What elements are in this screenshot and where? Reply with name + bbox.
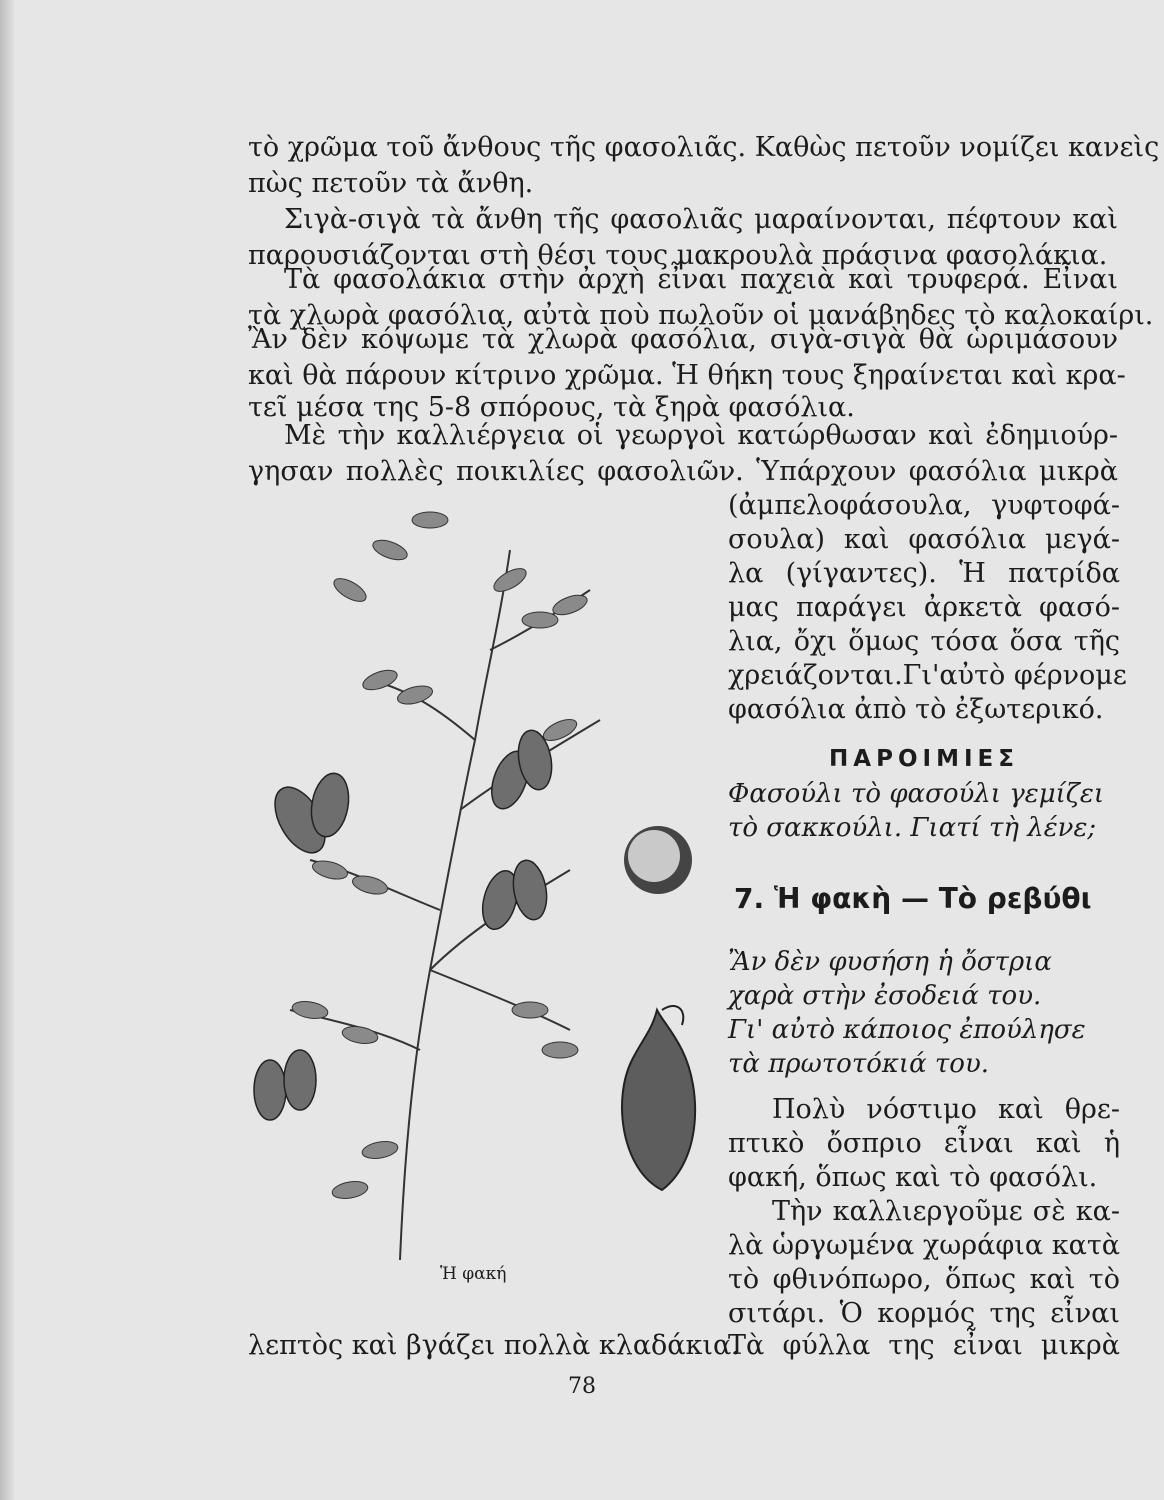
right-line-3: λα (γίγαντες). Ἡ πατρίδα	[728, 558, 1120, 589]
lentil-line-1: Πολὺ νόστιμο καὶ θρε-	[772, 1094, 1120, 1125]
right-line-6: χρειάζονται.Γι'αὐτὸ φέρνομε	[728, 660, 1127, 691]
lentil-line-4: Τὴν καλλιεργοῦμε σὲ κα-	[772, 1196, 1120, 1227]
lentil-line-5: λὰ ὡργωμένα χωράφια κατὰ	[728, 1230, 1120, 1261]
body-line-11: γησαν πολλὲς ποικιλίες φασολιῶν. Ὑπάρχουν φασόλια μικρὰ	[248, 456, 1118, 487]
right-line-1: (ἀμπελοφάσουλα, γυφτοφά-	[728, 490, 1120, 521]
right-line-2: σουλα) καὶ φασόλια μεγά-	[728, 524, 1120, 555]
body-line-5: Τὰ φασολάκια στὴν ἀρχὴ εἶναι παχειὰ καὶ τρυφερά. Εἶναι	[284, 264, 1118, 295]
page-number: 78	[568, 1374, 596, 1399]
right-line-7: φασόλια ἀπὸ τὸ ἐξωτερικό.	[728, 694, 1104, 725]
verse-line-1: Ἂν δὲν φυσήση ἡ ὄστρια	[728, 947, 1052, 977]
body-line-1: τὸ χρῶμα τοῦ ἄνθους τῆς φασολιᾶς. Καθὼς πετοῦν νομίζει κανεὶς	[248, 132, 1160, 163]
body-line-7: Ἂν δὲν κόψωμε τὰ χλωρὰ φασόλια, σιγὰ-σιγὰ θὰ ὡριμάσουν	[248, 324, 1118, 355]
proverbs-heading: ΠΑΡΟΙΜΙΕΣ	[829, 746, 1019, 772]
proverb-line-1: Φασούλι τὸ φασούλι γεμίζει	[728, 779, 1105, 809]
verse-line-2: χαρὰ στὴν ἐσοδειά του.	[728, 981, 1042, 1011]
right-line-5: λια, ὄχι ὅμως τόσα ὅσα τῆς	[728, 626, 1120, 657]
verse-line-3: Γι' αὐτὸ κάποιος ἐπούλησε	[728, 1015, 1086, 1045]
seed-illustration	[618, 820, 698, 900]
lentil-line-6: τὸ φθινόπωρο, ὅπως καὶ τὸ	[728, 1264, 1120, 1295]
lentil-line-3: φακή, ὅπως καὶ τὸ φασόλι.	[728, 1162, 1098, 1193]
chapter-title: 7. Ἡ φακὴ — Τὸ ρεβύθι	[734, 882, 1092, 915]
proverb-line-2: τὸ σακκούλι. Γιατί τὴ λένε;	[728, 813, 1097, 843]
body-line-2: πὼς πετοῦν τὰ ἄνθη.	[248, 168, 534, 199]
body-line-4: παρουσιάζονται στὴ θέσι τους μακρουλὰ πράσινα φασολάκια.	[248, 240, 1108, 271]
body-line-3: Σιγὰ-σιγὰ τὰ ἄνθη τῆς φασολιᾶς μαραίνονται, πέφτουν καὶ	[284, 204, 1118, 235]
bottom-line-left: λεπτὸς καὶ βγάζει πολλὰ κλαδάκια.	[248, 1330, 740, 1361]
lentil-line-7: σιτάρι. Ὁ κορμός της εἶναι	[728, 1298, 1120, 1329]
body-line-9: τεῖ μέσα της 5-8 σπόρους, τὰ ξηρὰ φασόλια.	[248, 392, 855, 423]
body-line-8: καὶ θὰ πάρουν κίτρινο χρῶμα. Ἡ θήκη τους ξηραίνεται καὶ κρα-	[248, 360, 1126, 391]
body-line-6: τὰ χλωρὰ φασόλια, αὐτὰ ποὺ πωλοῦν οἱ μανάβηδες τὸ καλοκαίρι.	[248, 300, 1154, 331]
verse-line-4: τὰ πρωτοτόκιά του.	[728, 1049, 990, 1079]
lentil-line-2: πτικὸ ὄσπριο εἶναι καὶ ἡ	[728, 1128, 1120, 1159]
pod-illustration	[602, 1000, 712, 1200]
right-line-4: μας παράγει ἀρκετὰ φασό-	[728, 592, 1120, 623]
bottom-line-right: Τὰ φύλλα της εἶναι μικρὰ	[728, 1330, 1120, 1361]
body-line-10: Μὲ τὴν καλλιέργεια οἱ γεωργοὶ κατώρθωσαν καὶ ἐδημιούρ-	[284, 420, 1118, 451]
figure-caption: Ἡ φακή	[440, 1264, 507, 1284]
page-edge	[0, 0, 14, 1500]
